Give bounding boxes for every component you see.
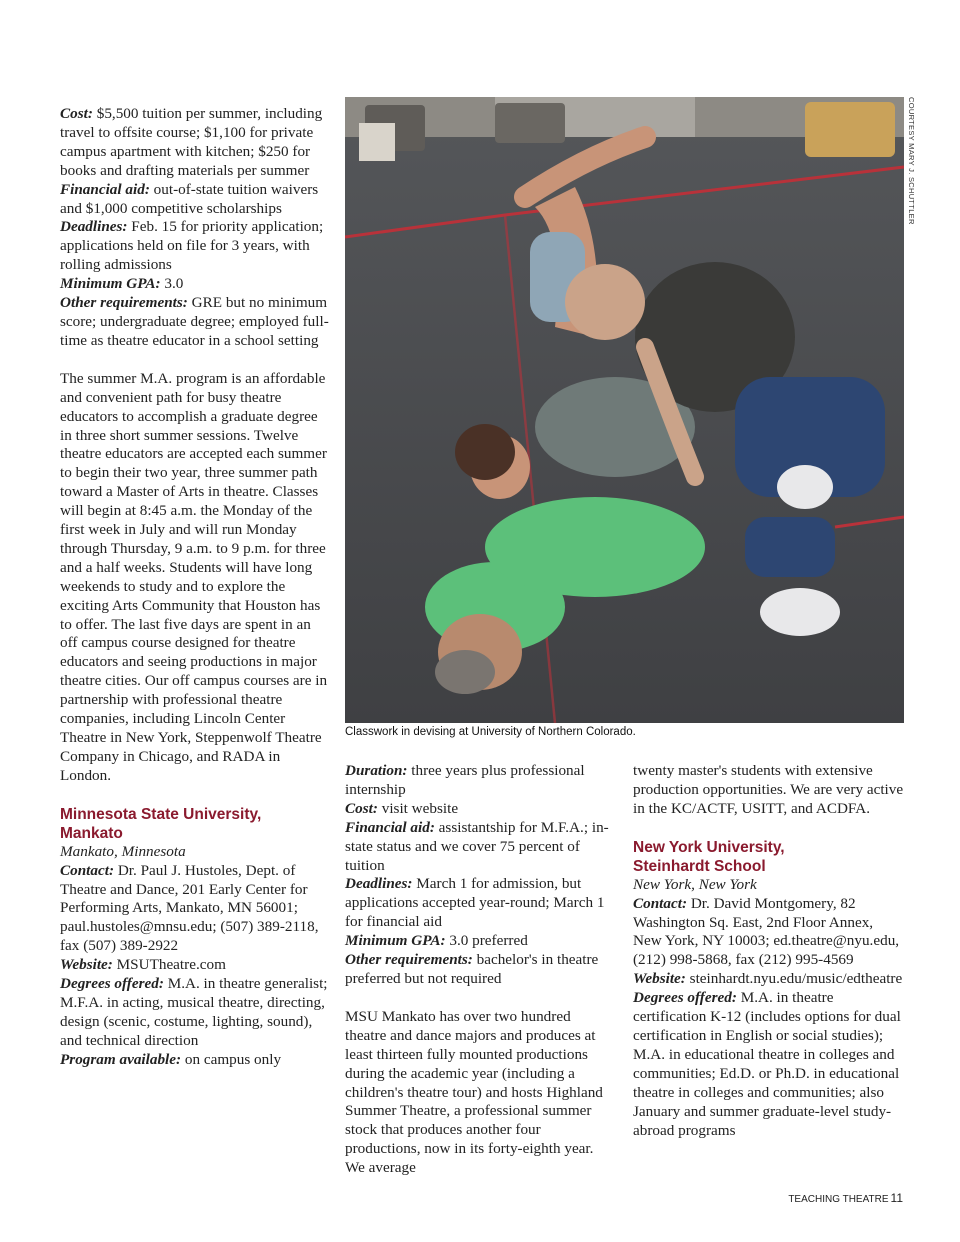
financial-aid-entry: Financial aid: assistantship for M.F.A.; in-state status and we cover 75 percent of tuition	[345, 818, 609, 874]
nyu-contact: Contact: Dr. David Montgomery, 82 Washington Sq. East, 2nd Floor Annex, New York, NY 10003; ed.theatre@nyu.edu, (212) 998-5868, fax (212) 995-4569	[633, 894, 900, 969]
photo-caption: Classwork in devising at University of Northern Colorado.	[345, 726, 636, 738]
gpa-entry: Minimum GPA: 3.0	[60, 275, 184, 293]
nyu-website: Website: steinhardt.nyu.edu/music/edtheatre	[633, 970, 903, 988]
photo-illustration	[345, 97, 904, 723]
cost-entry: Cost: $5,500 tuition per summer, including travel to offsite course; $1,100 for private campus apartment with kitchen; $250 for books and drafting materials per summer	[60, 105, 323, 179]
gpa-entry: Minimum GPA: 3.0 preferred	[345, 932, 528, 950]
duration-entry: Duration: three years plus professional internship	[345, 762, 585, 798]
msu-description: MSU Mankato has over two hundred theatre and dance majors and produces at least thirteen fully mounted productions during the academic year (including a children's theatre tour) and hosts Highland Summer Theatre, a professional summer stock that produces another four productions, now in its forty-eighth year. We average	[345, 1007, 603, 1177]
page-number: 11	[890, 1191, 903, 1205]
page-footer	[788, 1191, 903, 1205]
financial-aid-entry: Financial aid: out-of-state tuition waivers and $1,000 competitive scholarships	[60, 180, 319, 217]
deadlines-entry: Deadlines: March 1 for admission, but applications accepted year-round; March 1 for financial aid	[345, 875, 605, 931]
msu-location: Mankato, Minnesota	[60, 842, 186, 860]
program-description: The summer M.A. program is an affordable and convenient path for busy theatre educators to accomplish a graduate degree in three short summer sessions. Twelve theatre educators are accepted each summer to begin their two year, three summer path toward a Master of Arts in theatre. Classes will begin at 8:45 a.m. the Monday of the first week in July and will run Monday through Thursday, 9 a.m. to 9 p.m. for three and a half weeks. Students will have long weekends to study and to explore the exciting Arts Community that Houston has to offer. The last five days are spent in an off campus course designed for theatre educators and seeing productions in major theatre cities. Our off campus courses are in partnership with professional theatre companies, including Lincoln Center Theatre in New York, Steppenwolf Theatre Company in Chicago, and RADA in London.	[60, 369, 328, 784]
column-right	[633, 762, 905, 1140]
photo-credit: COURTESY MARY J. SCHUTTLER	[907, 97, 916, 225]
deadlines-entry: Deadlines: Feb. 15 for priority application; applications held on file for 3 years, with rolling admissions	[60, 218, 324, 274]
msu-website: Website: MSUTheatre.com	[60, 956, 226, 974]
nyu-heading: New York University, Steinhardt School	[633, 838, 785, 875]
other-requirements-entry: Other requirements: GRE but no minimum score; undergraduate degree; employed full-time as theatre educator in a school setting	[60, 294, 329, 349]
msu-contact: Contact: Dr. Paul J. Hustoles, Dept. of Theatre and Dance, 201 Early Center for Performing Arts, Mankato, MN 56001; paul.hustoles@mnsu.edu; (507) 389-2118, fax (507) 389-2922	[60, 861, 319, 955]
nyu-degrees: Degrees offered: M.A. in theatre certification K-12 (includes options for dual certification in English or social studies); M.A. in educational theatre in colleges and communities; Ed.D. or Ph.D. in educational theatre in colleges and communities; also January and summer graduate-level study-abroad programs	[633, 989, 901, 1139]
column-left	[60, 105, 330, 1070]
msu-program: Program available: on campus only	[60, 1050, 282, 1068]
msu-description-continued: twenty master's students with extensive production opportunities. We are very active in the KC/ACTF, USITT, and ACDFA.	[633, 762, 904, 817]
cost-entry: Cost: visit website	[345, 799, 459, 817]
nyu-location: New York, New York	[633, 875, 757, 893]
classwork-photo	[345, 97, 904, 723]
msu-heading: Minnesota State University, Mankato	[60, 805, 262, 842]
column-middle	[345, 762, 615, 1178]
other-requirements-entry: Other requirements: bachelor's in theatre preferred but not required	[345, 951, 599, 987]
magazine-name: TEACHING THEATRE	[788, 1194, 889, 1205]
msu-degrees: Degrees offered: M.A. in theatre generalist; M.F.A. in acting, musical theatre, directing, design (scenic, costume, lighting, sound), and technical direction	[60, 975, 328, 1049]
